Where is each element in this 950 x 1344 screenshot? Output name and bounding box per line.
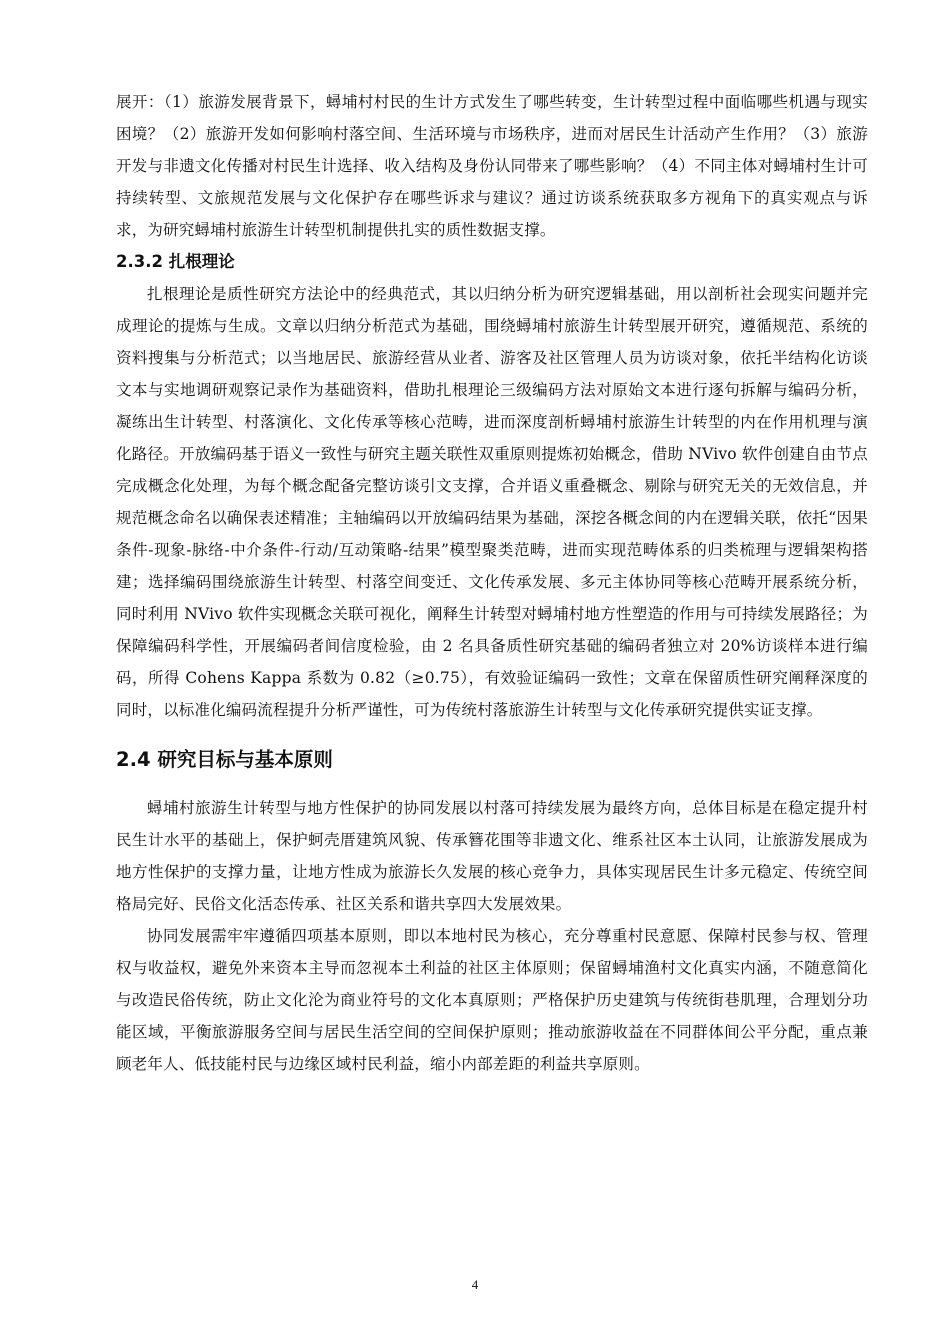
paragraph-overall-goal: 蟳埔村旅游生计转型与地方性保护的协同发展以村落可持续发展为最终方向，总体目标是在稳定提升村民生计水平的基础上，保护蚵壳厝建筑风貌、传承簪花围等非遗文化、维系社区本土认同，让旅游发展成为地方性保护的支撑力量，让地方性成为旅游长久发展的核心竞争力，具体实现居民生计多元稳定、传统空间格局完好、民俗文化活态传承、社区关系和谐共享四大发展效果。 [116, 799, 868, 913]
page-number: 4 [471, 1277, 479, 1292]
paragraph-grounded-theory: 扎根理论是质性研究方法论中的经典范式，其以归纳分析为研究逻辑基础，用以剖析社会现实问题并完成理论的提炼与生成。文章以归纳分析范式为基础，围绕蟳埔村旅游生计转型展开研究，遵循规范、系统的资料搜集与分析范式；以当地居民、旅游经营从业者、游客及社区管理人员为访谈对象，依托半结构化访谈文本与实地调研观察记录作为基础资料，借助扎根理论三级编码方法对原始文本进行逐句拆解与编码分析，凝练出生计转型、村落演化、文化传承等核心范畴，进而深度剖析蟳埔村旅游生计转型的内在作用机理与演化路径。开放编码基于语义一致性与研究主题关联性双重原则提炼初始概念，借助 NVivo 软件创建自由节点完成概念化处理，为每个概念配备完整访谈引文支撑，合并语义重叠概念、剔除与研究无关的无效信息，并规范概念命名以确保表述精准；主轴编码以开放编码结果为基础，深挖各概念间的内在逻辑关联，依托“因果条件-现象-脉络-中介条件-行动/互动策略-结果”模型聚类范畴，进而实现范畴体系的归类梳理与逻辑架构搭建；选择编码围绕旅游生计转型、村落空间变迁、文化传承发展、多元主体协同等核心范畴开展系统分析，同时利用 NVivo 软件实现概念关联可视化，阐释生计转型对蟳埔村地方性塑造的作用与可持续发展路径；为保障编码科学性，开展编码者间信度检验，由 2 名具备质性研究基础的编码者独立对 20%访谈样本进行编码，所得 Cohens Kappa 系数为 0.82（≥0.75），有效验证编码一致性；文章在保留质性研究阐释深度的同时，以标准化编码流程提升分析严谨性，可为传统村落旅游生计转型与文化传承研究提供实证支撑。 [116, 285, 868, 719]
section-heading-goals-principles: 2.4 研究目标与基本原则 [116, 748, 333, 771]
section-heading-grounded-theory: 2.3.2 扎根理论 [116, 252, 235, 271]
paragraph-basic-principles: 协同发展需牢牢遵循四项基本原则，即以本地村民为核心，充分尊重村民意愿、保障村民参与权、管理权与收益权，避免外来资本主导而忽视本土利益的社区主体原则；保留蟳埔渔村文化真实内涵，不随意简化与改造民俗传统，防止文化沦为商业符号的文化本真原则；严格保护历史建筑与传统街巷肌理，合理划分功能区域，平衡旅游服务空间与居民生活空间的空间保护原则；推动旅游收益在不同群体间公平分配，重点兼顾老年人、低技能村民与边缘区域村民利益，缩小内部差距的利益共享原则。 [116, 927, 868, 1073]
page-body [116, 86, 868, 1080]
paragraph-interview-questions: 展开：（1）旅游发展背景下，蟳埔村村民的生计方式发生了哪些转变，生计转型过程中面临哪些机遇与现实困境？（2）旅游开发如何影响村落空间、生活环境与市场秩序，进而对居民生计活动产生作用？（3）旅游开发与非遗文化传播对村民生计选择、收入结构及身份认同带来了哪些影响？（4）不同主体对蟳埔村生计可持续转型、文旅规范发展与文化保护存在哪些诉求与建议？通过访谈系统获取多方视角下的真实观点与诉求，为研究蟳埔村旅游生计转型机制提供扎实的质性数据支撑。 [116, 93, 868, 239]
